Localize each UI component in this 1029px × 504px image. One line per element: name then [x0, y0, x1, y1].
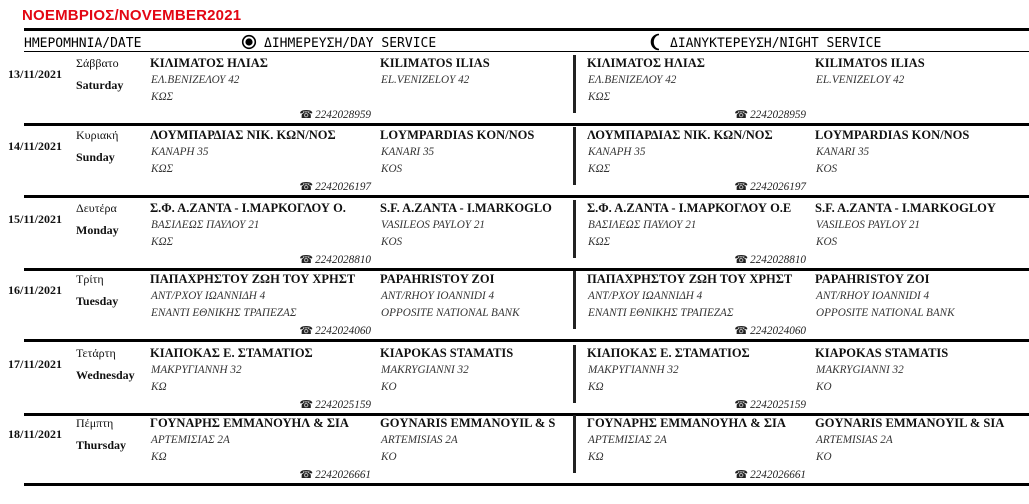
day-city-english: KO [381, 451, 397, 463]
night-phone [734, 324, 806, 337]
night-pharmacy-name-greek: Σ.Φ. Α.ΖΑΝΤΑ - Ι.ΜΑΡΚΟΓΛΟΥ Ο.Ε [587, 201, 792, 215]
day-name-english: Tuesday [76, 294, 119, 308]
moon-icon [648, 33, 664, 51]
day-city-greek: ΚΩ [151, 451, 167, 463]
telephone-icon: ☎ [734, 469, 749, 481]
night-address-greek: ΚΑΝΑΡΗ 35 [588, 146, 646, 158]
night-city-english: KO [816, 451, 832, 463]
day-city-english: KO [381, 381, 397, 393]
date-column-header: ΗΜΕΡΟΜΗΝΙΑ/DATE [24, 36, 142, 51]
night-city-greek: ΚΩΣ [588, 236, 611, 248]
day-city-english: KOS [381, 163, 403, 175]
day-name-greek: Τρίτη [76, 272, 104, 286]
night-pharmacy-name-greek: ΛΟΥΜΠΑΡΔΙΑΣ ΝΙΚ. ΚΩΝ/ΝΟΣ [587, 128, 773, 142]
night-city-greek: ΚΩΣ [588, 91, 611, 103]
date-cell: 15/11/2021 [8, 212, 63, 226]
phone-number: 2242028810 [315, 254, 371, 266]
header-bottom-rule [24, 51, 1029, 52]
day-address-greek: ΕΛ.ΒΕΝΙΖΕΛΟΥ 42 [151, 74, 240, 86]
day-address-english: MAKRYGIANNI 32 [381, 364, 469, 376]
row-separator [24, 339, 1029, 342]
service-divider [573, 55, 576, 113]
day-city-greek: ΕΝΑΝΤΙ ΕΘΝΙΚΗΣ ΤΡΑΠΕΖΑΣ [151, 307, 297, 319]
night-phone [734, 398, 806, 411]
day-city-greek: ΚΩΣ [151, 163, 174, 175]
day-city-english: KOS [381, 236, 403, 248]
telephone-icon: ☎ [299, 181, 314, 193]
telephone-icon: ☎ [734, 109, 749, 121]
date-cell: 14/11/2021 [8, 139, 63, 153]
phone-number: 2242025159 [750, 399, 806, 411]
day-pharmacy-name-english: PAPAHRISTOY ZOI [380, 272, 495, 286]
header-top-rule [24, 28, 1029, 31]
telephone-icon: ☎ [299, 254, 314, 266]
telephone-icon: ☎ [299, 399, 314, 411]
day-pharmacy-name-greek: ΓΟΥΝΑΡΗΣ ΕΜΜΑΝΟΥΗΛ & ΣΙΑ [150, 416, 349, 430]
day-name-greek: Δευτέρα [76, 201, 117, 215]
day-address-greek: ΚΑΝΑΡΗ 35 [151, 146, 209, 158]
night-phone [734, 108, 806, 121]
telephone-icon: ☎ [299, 109, 314, 121]
night-pharmacy-name-greek: ΚΙΛΙΜΑΤΟΣ ΗΛΙΑΣ [587, 56, 705, 70]
night-phone [734, 180, 806, 193]
phone-number: 2242028810 [750, 254, 806, 266]
day-address-greek: ΑΝΤ/ΡΧΟΥ ΙΩΑΝΝΙΔΗ 4 [151, 290, 266, 302]
date-cell: 16/11/2021 [8, 283, 63, 297]
night-pharmacy-name-greek: ΚΙΑΠΟΚΑΣ Ε. ΣΤΑΜΑΤΙΟΣ [587, 346, 750, 360]
telephone-icon: ☎ [734, 325, 749, 337]
day-name-greek: Πέμπτη [76, 416, 114, 430]
day-name-greek: Τετάρτη [76, 346, 116, 360]
night-address-english: ARTEMISIAS 2A [816, 434, 893, 446]
phone-number: 2242024060 [315, 325, 371, 337]
night-pharmacy-name-english: GOYNARIS EMMANOYIL & SIA [815, 416, 1005, 430]
day-name-greek: Κυριακή [76, 128, 119, 142]
night-service-header: ΔΙΑΝΥΚΤΕΡΕΥΣΗ/NIGHT SERVICE [670, 36, 882, 51]
phone-number: 2242028959 [315, 109, 371, 121]
phone-number: 2242028959 [750, 109, 806, 121]
day-address-greek: ΑΡΤΕΜΙΣΙΑΣ 2Α [151, 434, 230, 446]
day-name-english: Wednesday [76, 368, 135, 382]
day-pharmacy-name-english: LOYMPARDIAS KON/NOS [380, 128, 535, 142]
row-separator [24, 123, 1029, 126]
telephone-icon: ☎ [299, 325, 314, 337]
night-pharmacy-name-english: LOYMPARDIAS KON/NOS [815, 128, 970, 142]
day-service-header: ΔΙΗΜΕΡΕΥΣΗ/DAY SERVICE [264, 36, 437, 51]
row-separator [24, 483, 1029, 486]
day-pharmacy-name-english: S.F. A.ZANTA - I.MARKOGLO [380, 201, 552, 215]
night-address-english: ANT/RHOY IOANNIDI 4 [816, 290, 930, 302]
page-title: ΝΟΕΜΒΡΙΟΣ/NOVEMBER2021 [22, 7, 242, 24]
service-divider [573, 345, 576, 403]
day-phone [299, 468, 371, 481]
phone-number: 2242024060 [750, 325, 806, 337]
night-city-greek: ΚΩΣ [588, 163, 611, 175]
night-address-english: EL.VENIZELOY 42 [816, 74, 905, 86]
service-divider [573, 271, 576, 329]
night-city-greek: ΕΝΑΝΤΙ ΕΘΝΙΚΗΣ ΤΡΑΠΕΖΑΣ [588, 307, 734, 319]
night-city-english: KOS [816, 236, 838, 248]
day-phone [299, 108, 371, 121]
day-city-greek: ΚΩΣ [151, 91, 174, 103]
day-address-greek: ΒΑΣΙΛΕΩΣ ΠΑΥΛΟΥ 21 [151, 219, 260, 231]
night-address-english: MAKRYGIANNI 32 [816, 364, 904, 376]
night-city-english: OPPOSITE NATIONAL BANK [816, 307, 955, 319]
night-address-greek: ΒΑΣΙΛΕΩΣ ΠΑΥΛΟΥ 21 [588, 219, 697, 231]
sun-icon [241, 34, 257, 50]
day-pharmacy-name-greek: Σ.Φ. Α.ΖΑΝΤΑ - Ι.ΜΑΡΚΟΓΛΟΥ Ο. [150, 201, 346, 215]
date-cell: 13/11/2021 [8, 67, 63, 81]
service-divider [573, 415, 576, 473]
phone-number: 2242026197 [315, 181, 371, 193]
day-address-english: ARTEMISIAS 2A [381, 434, 458, 446]
row-separator [24, 195, 1029, 198]
night-address-english: VASILEOS PAYLOY 21 [816, 219, 921, 231]
day-city-greek: ΚΩ [151, 381, 167, 393]
day-city-english: OPPOSITE NATIONAL BANK [381, 307, 520, 319]
day-city-greek: ΚΩΣ [151, 236, 174, 248]
day-phone [299, 324, 371, 337]
day-phone [299, 180, 371, 193]
service-divider [573, 127, 576, 185]
phone-number: 2242026661 [315, 469, 371, 481]
night-address-greek: ΜΑΚΡΥΓΙΑΝΝΗ 32 [588, 364, 679, 376]
day-name-english: Thursday [76, 438, 127, 452]
day-pharmacy-name-greek: ΚΙΑΠΟΚΑΣ Ε. ΣΤΑΜΑΤΙΟΣ [150, 346, 313, 360]
telephone-icon: ☎ [734, 399, 749, 411]
night-address-english: KANARI 35 [816, 146, 870, 158]
day-address-english: KANARI 35 [381, 146, 435, 158]
night-pharmacy-name-english: KILIMATOS ILIAS [815, 56, 925, 70]
row-separator [24, 268, 1029, 271]
day-address-greek: ΜΑΚΡΥΓΙΑΝΝΗ 32 [151, 364, 242, 376]
day-address-english: VASILEOS PAYLOY 21 [381, 219, 486, 231]
date-cell: 18/11/2021 [8, 427, 63, 441]
day-name-english: Monday [76, 223, 119, 237]
service-divider [573, 200, 576, 258]
night-pharmacy-name-english: PAPAHRISTOY ZOI [815, 272, 930, 286]
night-address-greek: ΑΝΤ/ΡΧΟΥ ΙΩΑΝΝΙΔΗ 4 [588, 290, 703, 302]
telephone-icon: ☎ [734, 181, 749, 193]
date-cell: 17/11/2021 [8, 357, 63, 371]
day-address-english: EL.VENIZELOY 42 [381, 74, 470, 86]
phone-number: 2242026661 [750, 469, 806, 481]
night-pharmacy-name-english: KIAPOKAS STAMATIS [815, 346, 949, 360]
day-pharmacy-name-greek: ΠΑΠΑΧΡΗΣΤΟΥ ΖΩΗ ΤΟΥ ΧΡΗΣΤ [150, 272, 356, 286]
telephone-icon: ☎ [299, 469, 314, 481]
day-pharmacy-name-english: KIAPOKAS STAMATIS [380, 346, 514, 360]
night-city-english: KOS [816, 163, 838, 175]
night-phone [734, 253, 806, 266]
day-phone [299, 253, 371, 266]
night-city-greek: ΚΩ [588, 451, 604, 463]
day-pharmacy-name-greek: ΚΙΛΙΜΑΤΟΣ ΗΛΙΑΣ [150, 56, 268, 70]
night-pharmacy-name-english: S.F. A.ZANTA - I.MARKOGLOY [815, 201, 996, 215]
night-address-greek: ΕΛ.ΒΕΝΙΖΕΛΟΥ 42 [588, 74, 677, 86]
night-city-english: KO [816, 381, 832, 393]
day-pharmacy-name-english: KILIMATOS ILIAS [380, 56, 490, 70]
night-phone [734, 468, 806, 481]
day-phone [299, 398, 371, 411]
phone-number: 2242026197 [750, 181, 806, 193]
day-name-english: Sunday [76, 150, 115, 164]
night-city-greek: ΚΩ [588, 381, 604, 393]
night-pharmacy-name-greek: ΠΑΠΑΧΡΗΣΤΟΥ ΖΩΗ ΤΟΥ ΧΡΗΣΤ [587, 272, 793, 286]
day-name-english: Saturday [76, 78, 124, 92]
night-pharmacy-name-greek: ΓΟΥΝΑΡΗΣ ΕΜΜΑΝΟΥΗΛ & ΣΙΑ [587, 416, 786, 430]
telephone-icon: ☎ [734, 254, 749, 266]
day-pharmacy-name-english: GOYNARIS EMMANOYIL & S [380, 416, 556, 430]
phone-number: 2242025159 [315, 399, 371, 411]
day-pharmacy-name-greek: ΛΟΥΜΠΑΡΔΙΑΣ ΝΙΚ. ΚΩΝ/ΝΟΣ [150, 128, 336, 142]
night-address-greek: ΑΡΤΕΜΙΣΙΑΣ 2Α [588, 434, 667, 446]
day-address-english: ANT/RHOY IOANNIDI 4 [381, 290, 495, 302]
day-name-greek: Σάββατο [76, 56, 119, 70]
